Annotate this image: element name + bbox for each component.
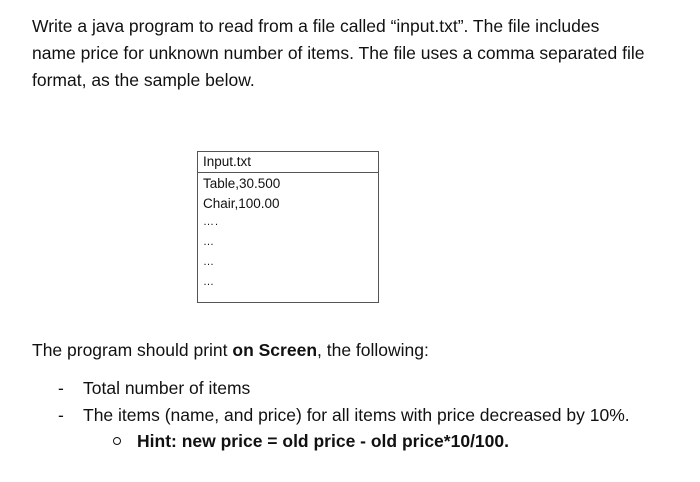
hint-item: Hint: new price = old price - old price*10/100. bbox=[137, 431, 509, 451]
lead-bold: on Screen bbox=[232, 340, 318, 360]
lead-suffix: , the following: bbox=[317, 340, 429, 360]
dash-bullet-marker: - bbox=[58, 378, 64, 398]
file-sample-row: Table,30.500 bbox=[203, 176, 281, 191]
problem-description bbox=[32, 13, 692, 94]
intro-line-2: name price for unknown number of items. The file uses a comma separated file bbox=[32, 43, 645, 63]
lead-prefix: The program should print bbox=[32, 340, 233, 360]
file-sample-ellipsis: … bbox=[203, 236, 215, 248]
file-sample-header: Input.txt bbox=[198, 152, 378, 173]
intro-line-1: Write a java program to read from a file called “input.txt”. The file includes bbox=[32, 16, 600, 36]
file-sample-ellipsis: … bbox=[203, 276, 215, 288]
intro-line-3: format, as the sample below. bbox=[32, 70, 255, 90]
dash-bullet-marker: - bbox=[58, 405, 64, 425]
file-sample-rows bbox=[198, 173, 378, 294]
output-instruction bbox=[32, 339, 429, 361]
file-sample-row: Chair,100.00 bbox=[203, 196, 280, 211]
bullet-item: Total number of items bbox=[83, 378, 251, 398]
input-file-sample-box bbox=[197, 151, 379, 303]
circle-bullet-icon bbox=[113, 437, 121, 445]
bullet-item: The items (name, and price) for all items with price decreased by 10%. bbox=[83, 405, 630, 425]
file-sample-ellipsis: …. bbox=[203, 216, 220, 228]
file-sample-ellipsis: … bbox=[203, 256, 215, 268]
